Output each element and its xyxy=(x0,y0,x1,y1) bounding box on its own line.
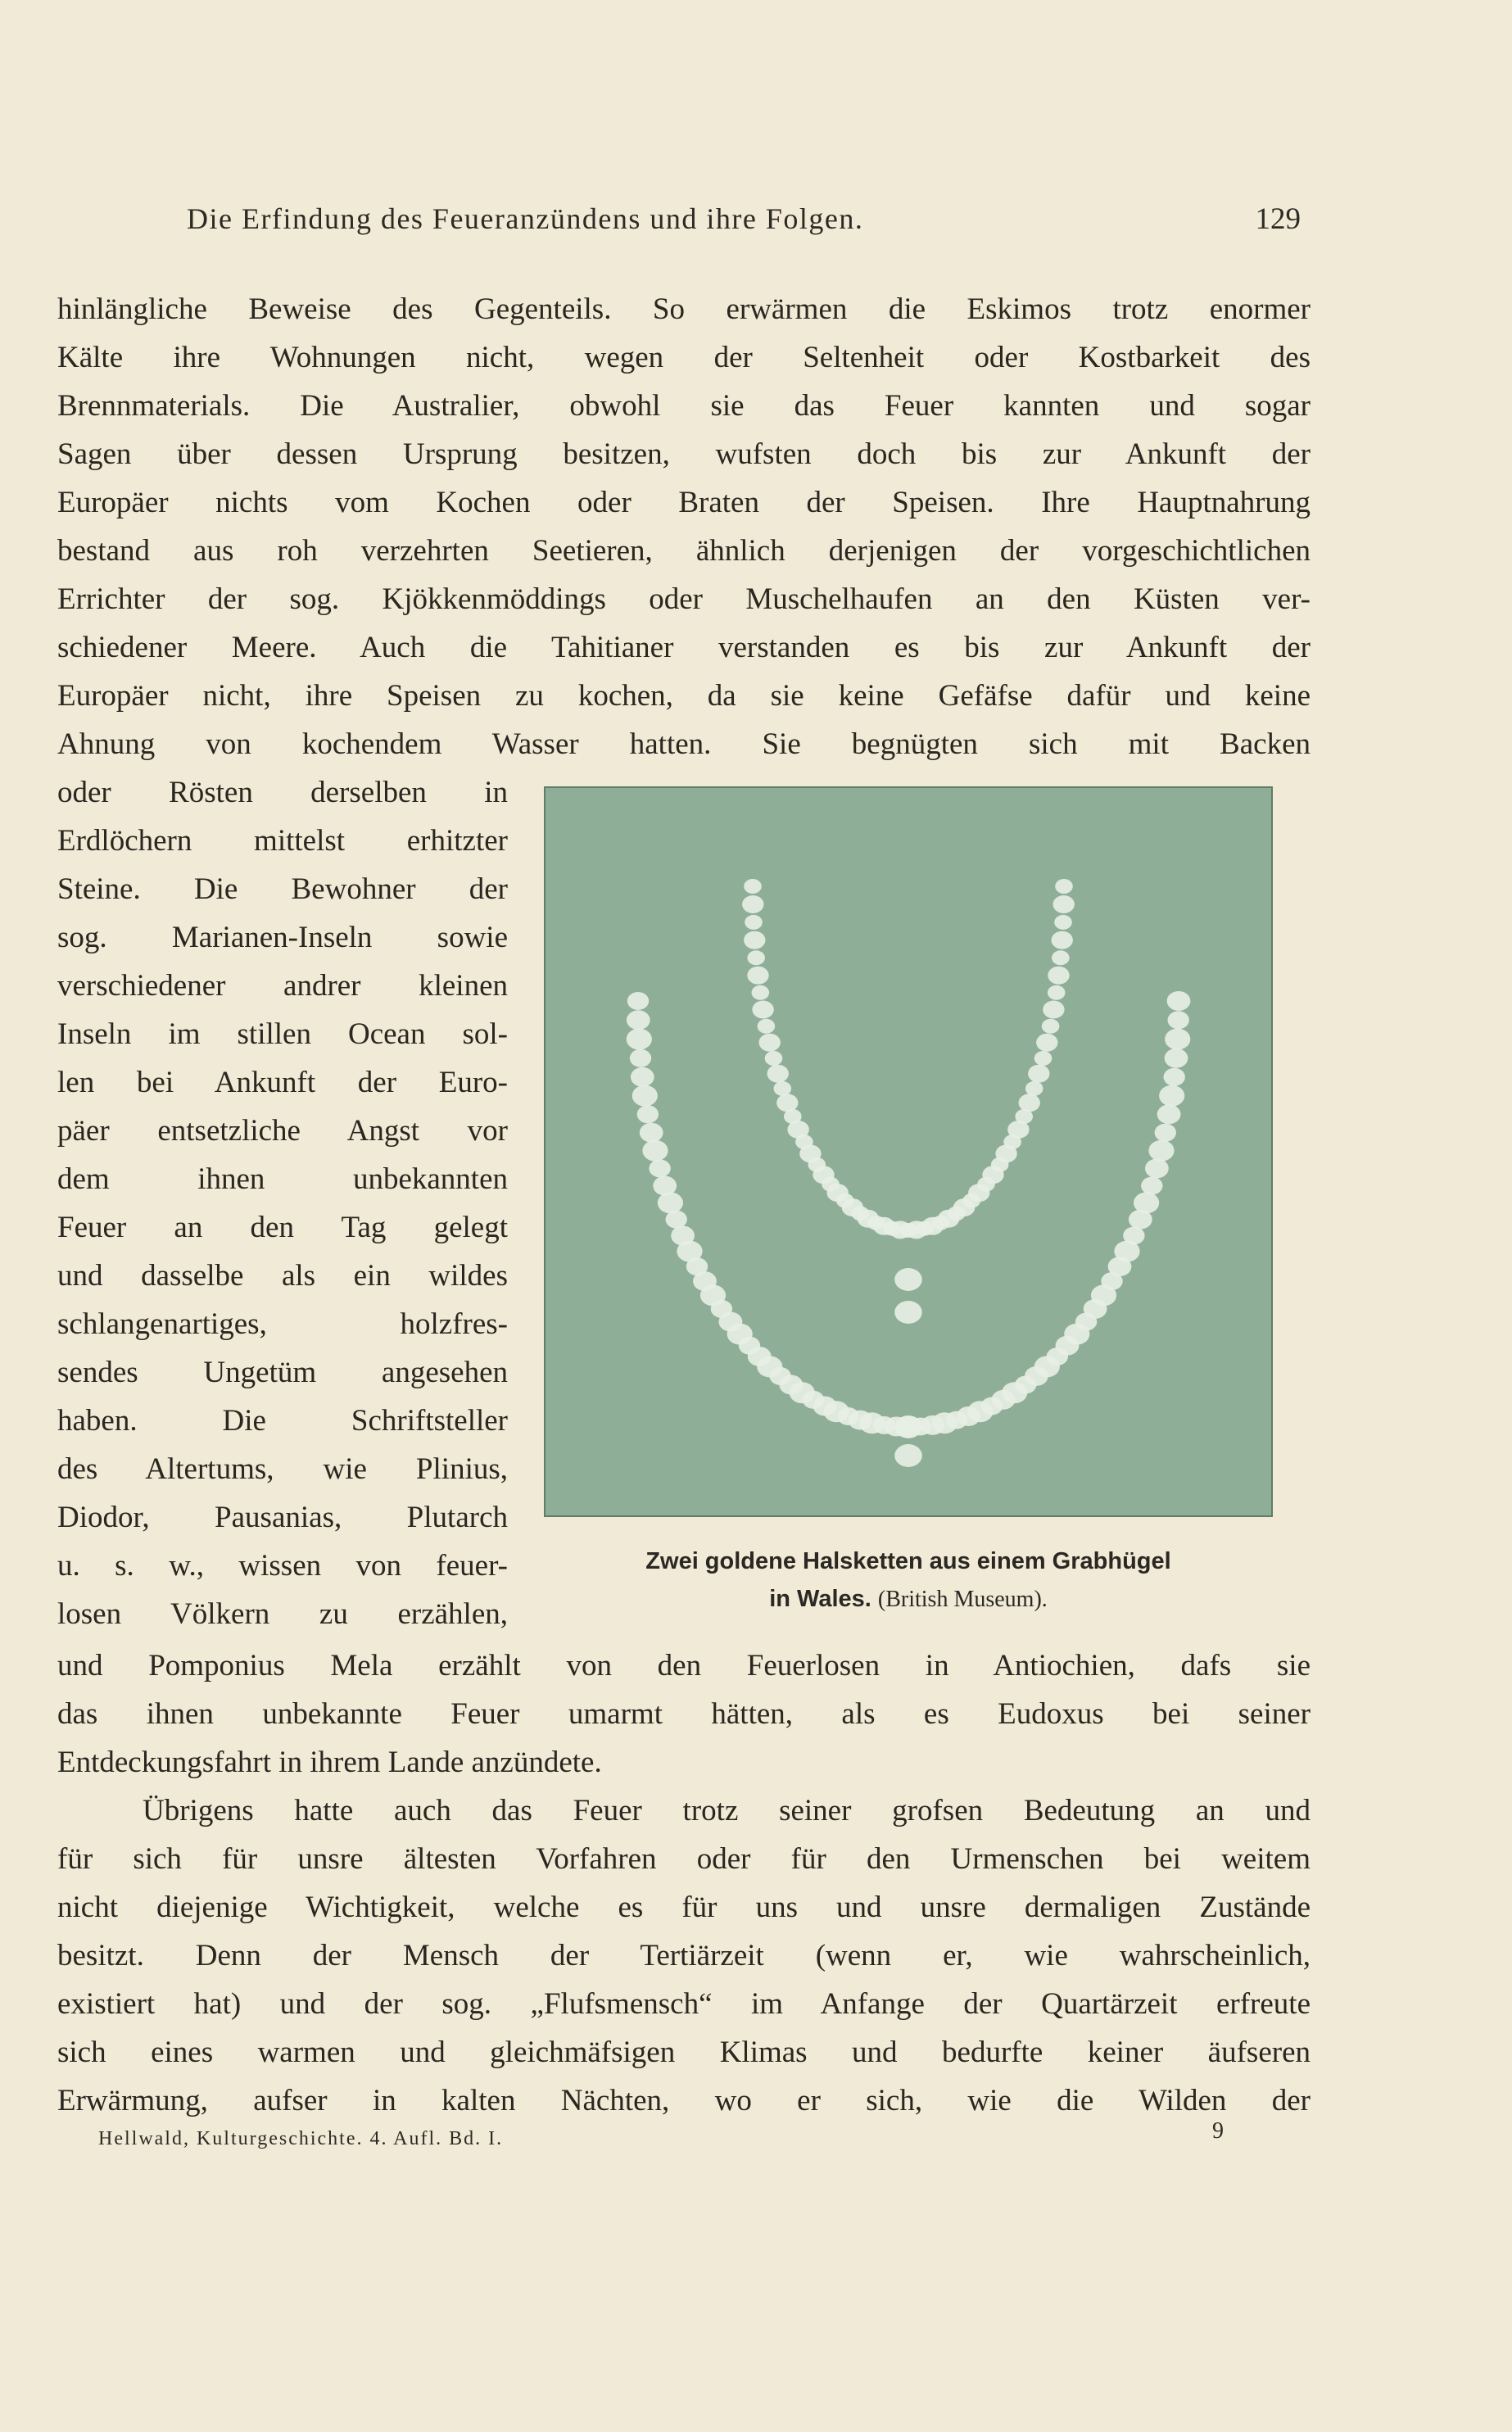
inner-bead xyxy=(747,967,768,985)
text-line: und dasselbe als ein wildes xyxy=(57,1259,508,1293)
outer-bead xyxy=(1164,1068,1185,1086)
chapter-title: Die Erfindung des Feueranzündens und ihre Folgen. xyxy=(187,202,864,235)
outer-bead xyxy=(627,1029,652,1050)
necklace-illustration xyxy=(544,786,1273,1517)
text-line: päer entsetzliche Angst vor xyxy=(57,1114,508,1148)
text-line: nicht diejenige Wichtigkeit, welche es für uns und unsre dermaligen Zustände xyxy=(57,1891,1311,1924)
text-line: existiert hat) und der sog. „Flufsmensch“ im Anfange der Quartärzeit erfreute xyxy=(57,1987,1311,2021)
outer-bead xyxy=(637,1105,659,1123)
text-line: und Pomponius Mela erzählt von den Feuerlosen in Antiochien, dafs sie xyxy=(57,1649,1311,1682)
inner-bead xyxy=(1019,1094,1040,1112)
pendant-bead xyxy=(894,1415,922,1438)
text-line: schlangenartiges, holzfres- xyxy=(57,1307,508,1341)
caption-credit: (British Museum). xyxy=(877,1587,1048,1612)
inner-bead xyxy=(1053,895,1075,913)
pendant-bead xyxy=(894,1268,922,1291)
text-line: bestand aus roh verzehrten Seetieren, ähnlich derjenigen der vorgeschichtlichen xyxy=(57,534,1311,568)
running-head xyxy=(187,202,1301,251)
outer-bead xyxy=(1165,1029,1190,1050)
pendant-bead xyxy=(894,1444,922,1467)
text-line: Kälte ihre Wohnungen nicht, wegen der Seltenheit oder Kostbarkeit des xyxy=(57,341,1311,374)
inner-bead xyxy=(1055,879,1073,894)
text-line: schiedener Meere. Auch die Tahitianer verstanden es bis zur Ankunft der xyxy=(57,631,1311,664)
inner-bead xyxy=(1034,1051,1053,1066)
signature-mark: 9 xyxy=(1212,2118,1224,2144)
inner-bead xyxy=(759,1034,781,1052)
outer-bead xyxy=(1168,1011,1189,1029)
outer-bead xyxy=(627,992,649,1010)
outer-bead xyxy=(1155,1124,1176,1142)
text-line: len bei Ankunft der Euro- xyxy=(57,1066,508,1099)
text-line: sendes Ungetüm angesehen xyxy=(57,1356,508,1389)
inner-bead xyxy=(744,931,765,949)
text-line: Sagen über dessen Ursprung besitzen, wufsten doch bis zur Ankunft der xyxy=(57,437,1311,471)
text-line: oder Rösten derselben in xyxy=(57,776,508,809)
inner-bead xyxy=(744,879,762,894)
outer-bead xyxy=(640,1123,663,1143)
outer-bead xyxy=(630,1049,651,1067)
text-line: Errichter der sog. Kjökkenmöddings oder Muschelhaufen an den Küsten ver- xyxy=(57,582,1311,616)
text-line: hinlängliche Beweise des Gegenteils. So erwärmen die Eskimos trotz enormer xyxy=(57,292,1311,326)
outer-bead xyxy=(1134,1192,1159,1213)
text-line: für sich für unsre ältesten Vorfahren oder für den Urmenschen bei weitem xyxy=(57,1842,1311,1876)
inner-bead xyxy=(1028,1065,1049,1083)
inner-bead xyxy=(758,1019,776,1034)
text-line: Erdlöchern mittelst erhitzter xyxy=(57,824,508,858)
inner-bead xyxy=(747,950,765,965)
outer-bead xyxy=(1167,991,1191,1011)
outer-bead xyxy=(1123,1227,1144,1245)
outer-bead xyxy=(1145,1158,1169,1178)
outer-bead xyxy=(627,1010,650,1030)
inner-bead xyxy=(742,895,763,913)
text-line: das ihnen unbekannte Feuer umarmt hätten, als es Eudoxus bei seiner xyxy=(57,1697,1311,1731)
text-line: Ahnung von kochendem Wasser hatten. Sie begnügten sich mit Backen xyxy=(57,727,1311,761)
pendant-bead xyxy=(894,1301,922,1324)
outer-bead xyxy=(1157,1104,1181,1124)
inner-bead xyxy=(745,915,763,930)
text-line: besitzt. Denn der Mensch der Tertiärzeit (wenn er, wie wahrscheinlich, xyxy=(57,1939,1311,1972)
caption-location: in Wales. xyxy=(769,1586,871,1612)
text-line: Feuer an den Tag gelegt xyxy=(57,1211,508,1244)
inner-bead xyxy=(1048,985,1066,1000)
inner-bead xyxy=(1025,1081,1043,1096)
necklace-drawing xyxy=(545,788,1271,1515)
outer-bead xyxy=(632,1085,658,1107)
outer-bead xyxy=(649,1159,670,1177)
text-line: Europäer nichts vom Kochen oder Braten der Speisen. Ihre Hauptnahrung xyxy=(57,486,1311,519)
outer-bead xyxy=(642,1140,668,1162)
text-line: Übrigens hatte auch das Feuer trotz seiner grofsen Bedeutung an und xyxy=(143,1794,1311,1827)
text-line: sich eines warmen und gleichmäfsigen Klimas und bedurfte keiner äufseren xyxy=(57,2036,1311,2069)
text-line: losen Völkern zu erzählen, xyxy=(57,1597,508,1631)
inner-bead xyxy=(767,1065,789,1083)
text-line: Diodor, Pausanias, Plutarch xyxy=(57,1501,508,1534)
outer-bead xyxy=(1165,1048,1188,1068)
text-line: Entdeckungsfahrt in ihrem Lande anzündete. xyxy=(57,1746,602,1779)
footer-imprint: Hellwald, Kulturgeschichte. 4. Aufl. Bd. I. xyxy=(98,2128,504,2149)
page-number: 129 xyxy=(1255,202,1301,236)
outer-bead xyxy=(1141,1177,1162,1195)
inner-bead xyxy=(776,1094,798,1112)
text-line: Inseln im stillen Ocean sol- xyxy=(57,1017,508,1051)
figure-caption: Zwei goldene Halsketten aus einem Grabhügel xyxy=(645,1548,1171,1574)
inner-bead xyxy=(1052,950,1070,965)
text-line: Steine. Die Bewohner der xyxy=(57,872,508,906)
text-line: u. s. w., wissen von feuer- xyxy=(57,1549,508,1583)
text-line: verschiedener andrer kleinen xyxy=(57,969,508,1003)
inner-bead xyxy=(1054,915,1072,930)
outer-bead xyxy=(658,1192,683,1213)
text-line: dem ihnen unbekannten xyxy=(57,1162,508,1196)
inner-bead xyxy=(1052,931,1073,949)
inner-bead xyxy=(1043,1001,1064,1019)
text-line: des Altertums, wie Plinius, xyxy=(57,1452,508,1486)
inner-bead xyxy=(1042,1019,1060,1034)
inner-bead xyxy=(1048,967,1069,985)
text-line: Europäer nicht, ihre Speisen zu kochen, da sie keine Gefäfse dafür und keine xyxy=(57,679,1311,713)
inner-bead xyxy=(752,1001,773,1019)
text-line: Brennmaterials. Die Australier, obwohl sie das Feuer kannten und sogar xyxy=(57,389,1311,423)
inner-bead xyxy=(1036,1034,1057,1052)
text-line: Erwärmung, aufser in kalten Nächten, wo er sich, wie die Wilden der xyxy=(57,2084,1311,2117)
inner-bead xyxy=(765,1051,783,1066)
inner-bead xyxy=(752,985,770,1000)
text-line: sog. Marianen-Inseln sowie xyxy=(57,921,508,954)
text-line: haben. Die Schriftsteller xyxy=(57,1404,508,1438)
outer-bead xyxy=(631,1067,654,1087)
inner-bead xyxy=(774,1081,792,1096)
outer-bead xyxy=(1159,1085,1184,1107)
outer-bead xyxy=(1148,1140,1174,1162)
outer-bead xyxy=(666,1211,687,1229)
figure-caption-line2 xyxy=(544,1586,1273,1613)
